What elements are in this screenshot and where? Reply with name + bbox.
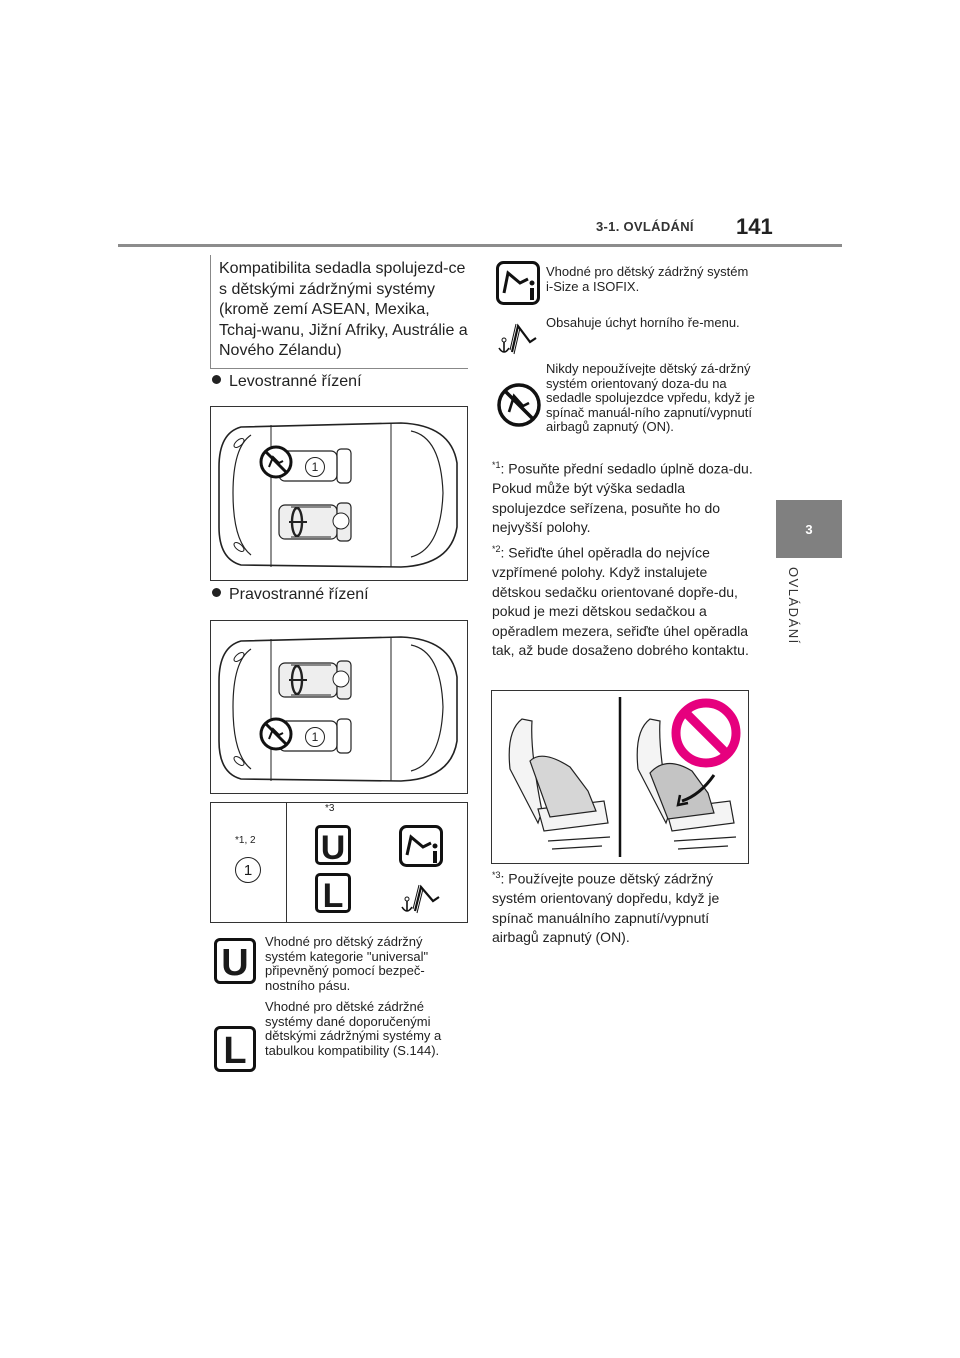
top-tether-icon	[496, 314, 540, 358]
footnote-text: Používejte pouze dětský zádržný systém orientovaný dopředu, když je spínač manuálního zapnutí/vypnutí airbagů zapnutý (ON).	[492, 870, 720, 946]
seat-position-badge: 1	[305, 457, 325, 477]
footnote-mark: *1	[492, 460, 501, 470]
top-tether-icon	[399, 875, 443, 917]
prohibited-rear-facing-icon	[496, 382, 542, 428]
legend-tether-text: Obsahuje úchyt horního ře-menu.	[546, 315, 740, 330]
bullet-left-drive-label: Levostranné řízení	[229, 373, 362, 390]
car-topview-illustration	[211, 407, 467, 580]
table-note-left: *1, 2	[235, 835, 256, 846]
car-diagram-left-drive	[210, 406, 468, 581]
header-divider	[118, 244, 842, 247]
footnote-3: $^{*3}$: Používejte pouze dětský zádržný systém orientovaný dopředu, když je spínač manuálního zapnutí/vypnutí airbagů zapnutý (ON).	[492, 870, 720, 946]
no-rear-facing-icon	[259, 445, 293, 479]
legend-forbid-text: Nikdy nepoužívejte dětský zá-držný systém orientovaný doza-du na sedadle spolujezdce vpředu, když je spínač manuál-ního zapnutí/vypnutí airbagů zapnutý (ON).	[546, 361, 755, 434]
isize-isofix-icon	[496, 261, 540, 305]
bullet-right-drive-label: Pravostranné řízení	[229, 586, 369, 603]
legend-isize-text: Vhodné pro dětský zádržný systém i-Size a ISOFIX.	[546, 264, 749, 294]
chapter-number: 3	[805, 521, 813, 537]
footnote-2: $^{*2}$: Seřiďte úhel opěradla do nejvíce vzpřímené polohy. Když instalujete dětskou sedačku orientované dopře-du, pokud je mezi dětskou sedačkou a opěradlem mezera, seřiďte úhel opěradla tak, až bude dosaženo dobrého kontaktu.	[492, 544, 749, 659]
footnote-mark: *3	[492, 870, 501, 880]
table-position-badge: 1	[235, 857, 261, 883]
isize-isofix-icon	[399, 825, 443, 867]
limited-l-icon: L	[315, 873, 351, 913]
legend-l-text: Vhodné pro dětské zádržné systémy dané doporučenými dětskými zádržnými systémy a tabulkou kompatibility (S.144).	[265, 999, 442, 1058]
page-number: 141	[736, 214, 773, 239]
bullet-right-drive	[212, 586, 369, 604]
child-seat-comparison	[492, 691, 748, 863]
child-seat-illustration	[491, 690, 749, 864]
footnote-mark: *2	[492, 544, 501, 554]
bullet-dot-icon	[212, 375, 221, 384]
footnote-text: Posuňte přední sedadlo úplně doza-du. Pokud může být výška sedadla spolujezdce seřízena, posuňte ho do nejvyšší polohy.	[492, 460, 753, 536]
no-rear-facing-icon	[259, 717, 293, 751]
legend-u-text: Vhodné pro dětský zádržný systém kategorie "universal" připevněný pomocí bezpeč-nostního pásu.	[265, 934, 429, 993]
section-title: 3-1. OVLÁDÁNÍ	[596, 219, 694, 234]
bullet-left-drive	[212, 373, 362, 391]
compatibility-heading: Kompatibilita sedadla spolujezd-ce s dětskými zádržnými systémy (kromě zemí ASEAN, Mexika, Tchaj-wanu, Jižní Afriky, Austrálie a Nového Zélandu)	[210, 255, 468, 369]
table-divider	[286, 803, 287, 922]
car-topview-illustration	[211, 621, 467, 793]
chapter-tab[interactable]	[776, 500, 842, 558]
footnote-text: Seřiďte úhel opěradla do nejvíce vzpřímené polohy. Když instalujete dětskou sedačku orientované dopře-du, pokud je mezi dětskou sedačkou a opěradlem mezera, seřiďte úhel opěradla tak, až bude dosaženo dobrého kontaktu.	[492, 544, 749, 659]
table-note-right: *3	[325, 803, 335, 814]
compatibility-table	[210, 802, 468, 923]
legend-u-icon: U	[214, 938, 256, 984]
footnote-1: $^{*1}$: Posuňte přední sedadlo úplně doza-du. Pokud může být výška sedadla spolujezdce seřízena, posuňte ho do nejvyšší polohy.	[492, 460, 753, 536]
chapter-label: OVLÁDÁNÍ	[786, 567, 801, 645]
bullet-dot-icon	[212, 588, 221, 597]
seat-position-badge: 1	[305, 727, 325, 747]
universal-u-icon: U	[315, 825, 351, 865]
car-diagram-right-drive	[210, 620, 468, 794]
legend-l-icon: L	[214, 1026, 256, 1072]
